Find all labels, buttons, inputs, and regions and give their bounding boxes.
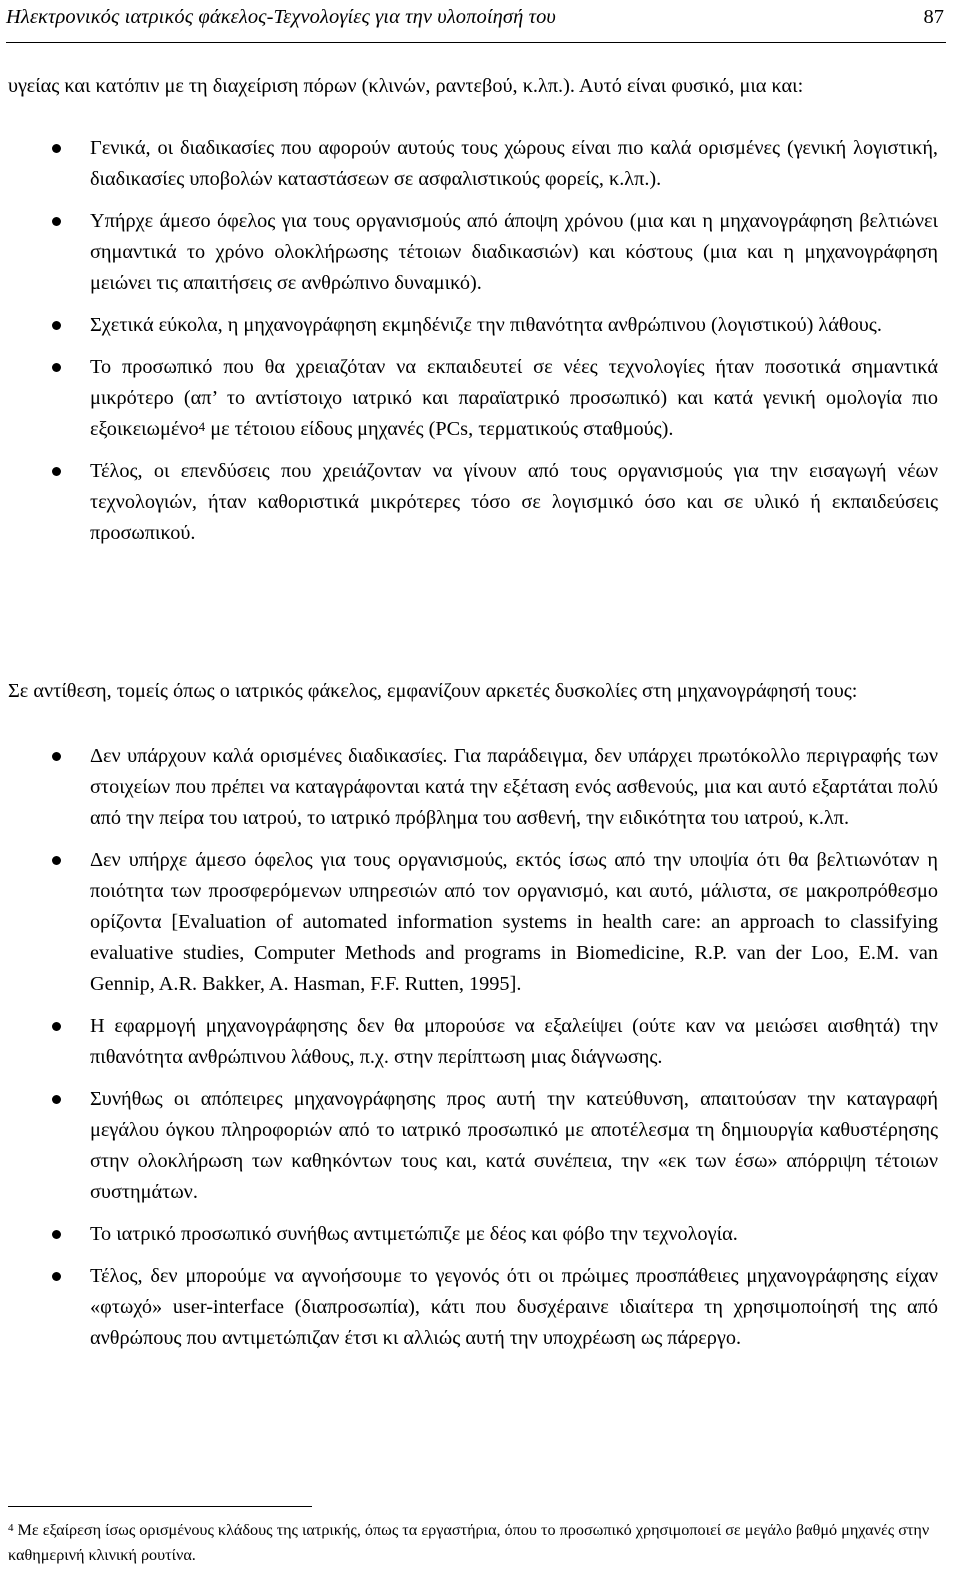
list-item bbox=[0, 845, 938, 1000]
list-item bbox=[0, 456, 938, 549]
bullet-icon bbox=[52, 1230, 61, 1239]
bullet-icon bbox=[52, 1022, 61, 1031]
bullet-icon bbox=[52, 144, 61, 153]
list-item-text: Το προσωπικό που θα χρειαζόταν να εκπαιδευτεί σε νέες τεχνολογίες ήταν ποσοτικά σημαντικά μικρότερο (απ’ το αντίστοιχο ιατρικό και παραϊατρικό προσωπικό) και κατά γενική ομολογία πιο εξοικειωμένο$^4$ με τέτοιου είδους μηχανές (PCs, τερματικούς σταθμούς). bbox=[90, 356, 938, 440]
list-item-text: Γενικά, οι διαδικασίες που αφορούν αυτούς τους χώρους είναι πιο καλά ορισμένες (γενική λογιστική, διαδικασίες υποβολών καταστάσεων σε ασφαλιστικούς φορείς, κ.λπ.). bbox=[90, 137, 938, 190]
list-item bbox=[0, 1011, 938, 1073]
bullet-icon bbox=[52, 363, 61, 372]
list-item-text: Το ιατρικό προσωπικό συνήθως αντιμετώπιζε με δέος και φόβο την τεχνολογία. bbox=[90, 1223, 738, 1245]
list-item-text: Συνήθως οι απόπειρες μηχανογράφησης προς αυτή την κατεύθυνση, απαιτούσαν την καταγραφή μεγάλου όγκου πληροφοριών από το ιατρικό προσωπικό με αποτέλεσμα τη δημιουργία καθυστέρησης στην ολοκλήρωση των καθηκόντων τους και, κατά συνέπεια, την «εκ των έσω» απόρριψη τέτοιων συστημάτων. bbox=[90, 1088, 938, 1203]
list-item bbox=[0, 352, 938, 445]
difficulties-list bbox=[0, 741, 960, 1354]
list-item bbox=[0, 1084, 938, 1208]
list-item bbox=[0, 310, 938, 341]
running-header-title: Ηλεκτρονικός ιατρικός φάκελος-Τεχνολογίες για την υλοποίησή του bbox=[6, 6, 556, 28]
list-item-text: Υπήρχε άμεσο όφελος για τους οργανισμούς από άποψη χρόνου (μια και η μηχανογράφηση βελτιώνει σημαντικά το χρόνο ολοκλήρωσης τέτοιων διαδικασιών) και κόστους (μια και η μηχανογράφηση μειώνει τις απαιτήσεις σε ανθρώπινο δυναμικό). bbox=[90, 210, 938, 294]
list-item bbox=[0, 206, 938, 299]
bullet-icon bbox=[52, 1095, 61, 1104]
list-item-text: Τέλος, δεν μπορούμε να αγνοήσουμε το γεγονός ότι οι πρώιμες προσπάθειες μηχανογράφησης είχαν «φτωχό» user-interface (διαπροσωπία), κάτι που δυσχέραινε ιδιαίτερα τη χρησιμοποίησή της από ανθρώπους που αντιμετώπιζαν έτσι κι αλλιώς αυτή την υποχρέωση ως πάρεργο. bbox=[90, 1265, 938, 1349]
bullet-icon bbox=[52, 856, 61, 865]
footnote-reference: 4 bbox=[198, 419, 206, 434]
footnote bbox=[8, 1518, 938, 1568]
footnote-separator bbox=[8, 1506, 312, 1507]
bullet-icon bbox=[52, 467, 61, 476]
list-item-text: Η εφαρμογή μηχανογράφησης δεν θα μπορούσε να εξαλείψει (ούτε καν να μειώσει αισθητά) την πιθανότητα ανθρώπινου λάθους, π.χ. στην περίπτωση μιας διάγνωσης. bbox=[90, 1015, 938, 1068]
list-item bbox=[0, 1219, 938, 1250]
list-item-text: Τέλος, οι επενδύσεις που χρειάζονταν να γίνουν από τους οργανισμούς για την εισαγωγή νέων τεχνολογιών, ήταν καθοριστικά μικρότερες τόσο σε λογισμικό όσο και σε υλικό ή εκπαιδεύσεις προσωπικού. bbox=[90, 460, 938, 544]
running-header bbox=[6, 4, 946, 43]
bullet-icon bbox=[52, 1272, 61, 1281]
list-item bbox=[0, 1261, 938, 1354]
contrast-paragraph: Σε αντίθεση, τομείς όπως ο ιατρικός φάκελος, εμφανίζουν αρκετές δυσκολίες στη μηχανογράφησή τους: bbox=[8, 680, 858, 702]
list-item-text: Σχετικά εύκολα, η μηχανογράφηση εκμηδένιζε την πιθανότητα ανθρώπινου (λογιστικού) λάθους. bbox=[90, 314, 882, 336]
list-item-text: Δεν υπήρχε άμεσο όφελος για τους οργανισμούς, εκτός ίσως από την υποψία ότι θα βελτιωνόταν η ποιότητα των προσφερόμενων υπηρεσιών από τον οργανισμό, και αυτό, μάλιστα, σε μακροπρόθεσμο ορίζοντα [Evaluation of automated information systems in health care: an approach to classifying evaluative studies, Computer Methods and programs in Biomedicine, R.P. van der Loo, E.M. van Gennip, A.R. Bakker, A. Hasman, F.F. Rutten, 1995]. bbox=[90, 849, 938, 995]
list-item bbox=[0, 741, 938, 834]
intro-paragraph: υγείας και κατόπιν με τη διαχείριση πόρων (κλινών, ραντεβού, κ.λπ.). Αυτό είναι φυσικό, μια και: bbox=[8, 75, 804, 97]
advantages-list bbox=[0, 133, 960, 549]
footnote-mark: 4 bbox=[8, 1522, 14, 1534]
bullet-icon bbox=[52, 752, 61, 761]
list-item bbox=[0, 133, 938, 195]
list-item-text: Δεν υπάρχουν καλά ορισμένες διαδικασίες. Για παράδειγμα, δεν υπάρχει πρωτόκολλο περιγραφής των στοιχείων που πρέπει να καταγράφονται κατά την εξέταση ενός ασθενούς, μια και αυτό εξαρτάται πολύ από την πείρα του ιατρού, το ιατρικό πρόβλημα του ασθενή, την ειδικότητα του ιατρού, κ.λπ. bbox=[90, 745, 938, 829]
page-number: 87 bbox=[923, 6, 944, 28]
footnote-text: Με εξαίρεση ίσως ορισμένους κλάδους της ιατρικής, όπως τα εργαστήρια, όπου το προσωπικό χρησιμοποιεί σε μεγάλο βαθμό μηχανές στην καθημερινή κλινική ρουτίνα. bbox=[8, 1521, 930, 1564]
bullet-icon bbox=[52, 217, 61, 226]
bullet-icon bbox=[52, 321, 61, 330]
